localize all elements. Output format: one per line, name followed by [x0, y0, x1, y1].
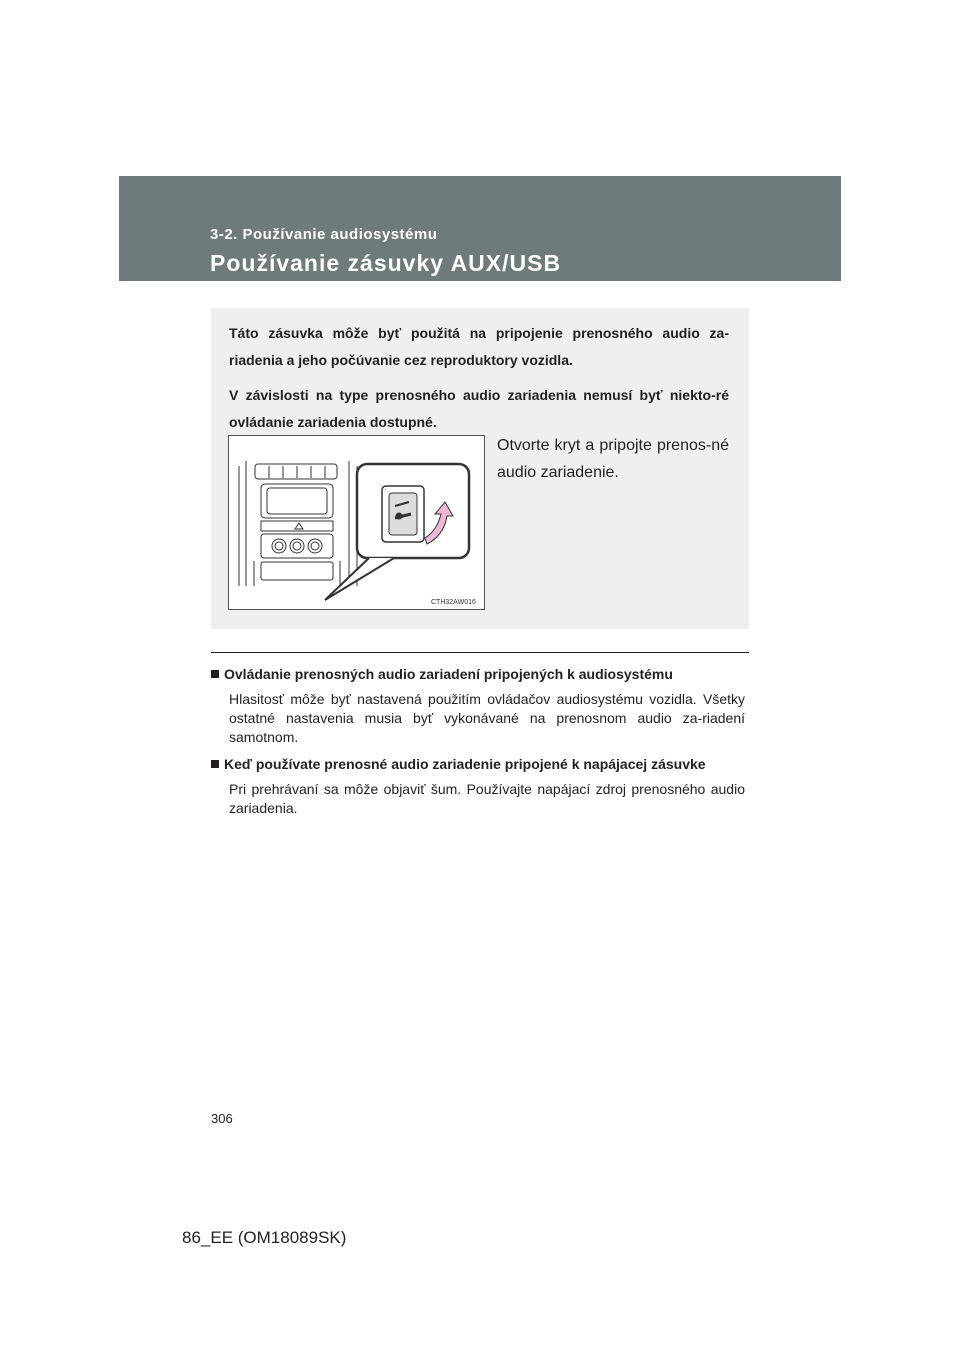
page-title: Používanie zásuvky AUX/USB: [210, 250, 562, 276]
chapter-header: [119, 176, 841, 281]
section-label: 3-2. Používanie audiosystému: [210, 226, 438, 243]
document-code: 86_EE (OM18089SK): [182, 1228, 347, 1247]
console-illustration: [229, 436, 484, 609]
notes-section: [211, 666, 745, 827]
intro-paragraph-2: V závislosti na type prenosného audio zariadenia nemusí byť niekto-ré ovládanie zariadenia dostupné.: [229, 387, 729, 430]
note-heading-text: Keď používate prenosné audio zariadenie pripojené k napájacej zásuvke: [224, 756, 706, 772]
note-heading-1: [211, 666, 745, 682]
note-body-2: Pri prehrávaní sa môže objaviť šum. Používajte napájací zdroj prenosného audio zariadenia.: [229, 781, 745, 816]
intro-text: [229, 320, 729, 444]
figure-code: CTH32AW016: [431, 599, 476, 606]
intro-paragraph-1: Táto zásuvka môže byť použitá na pripojenie prenosného audio za-riadenia a jeho počúvanie cez reproduktory vozidla.: [229, 325, 729, 368]
figure-caption: Otvorte kryt a pripojte prenos-né audio zariadenie.: [497, 437, 729, 481]
note-body-1: Hlasitosť môže byť nastavená použitím ovládačov audiosystému vozidla. Všetky ostatné nastavenia musia byť vykonávané na prenosnom audio za-riadení samotnom.: [229, 691, 745, 745]
figure-console-usb: [228, 435, 485, 610]
square-bullet-icon: [211, 670, 219, 678]
page-number: 306: [211, 1111, 233, 1126]
note-heading-2: [211, 756, 745, 772]
note-heading-text: Ovládanie prenosných audio zariadení pripojených k audiosystému: [224, 666, 673, 682]
square-bullet-icon: [211, 760, 219, 768]
info-box: [211, 308, 749, 629]
section-divider: [211, 652, 749, 653]
